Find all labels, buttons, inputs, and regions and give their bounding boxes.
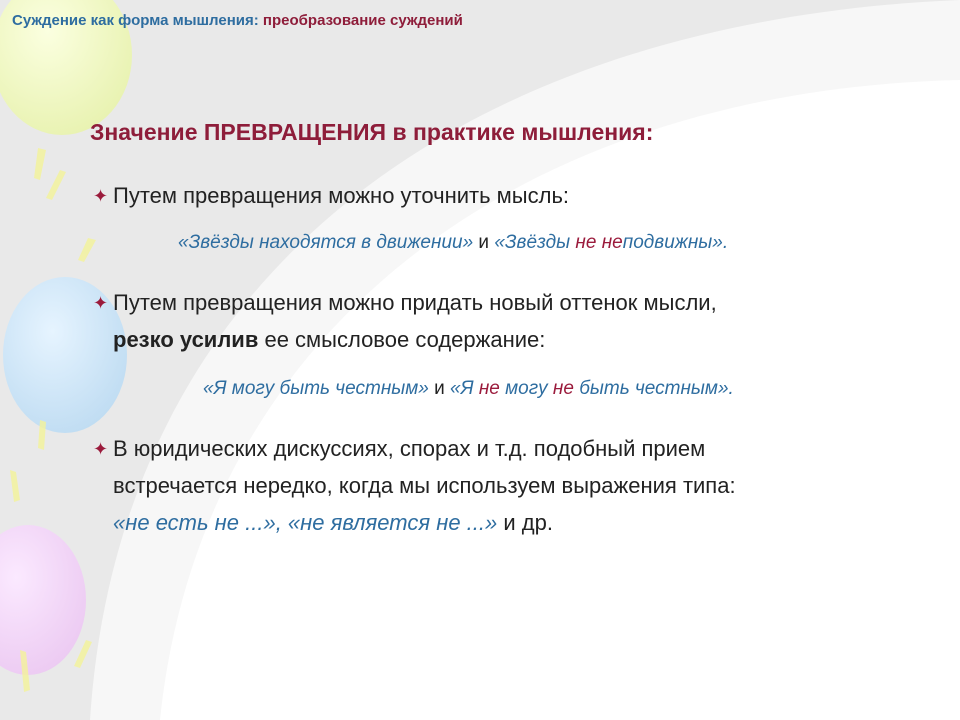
- example-2-quote-b-end: быть честным».: [573, 378, 734, 399]
- slide-title: Значение ПРЕВРАЩЕНИЯ в практике мышления:: [90, 119, 654, 145]
- star-bullet-icon: ✦: [93, 439, 109, 459]
- bullet-2-line-2: ее смысловое содержание:: [258, 327, 546, 352]
- bullet-2-emphasis: резко усилив: [113, 327, 259, 352]
- star-bullet-icon: ✦: [93, 186, 109, 206]
- slide-header: [12, 12, 463, 29]
- bullet-3-quote: «не есть не ...», «не является не ...»: [113, 510, 498, 535]
- bullet-2: [93, 284, 913, 358]
- example-1-quote-b-start: «Звёзды: [494, 232, 576, 253]
- star-bullet-icon: ✦: [93, 293, 109, 313]
- example-1-quote-a: «Звёзды находятся в движении»: [178, 232, 474, 253]
- bullet-1: [93, 177, 913, 214]
- example-1-quote-b-end: подвижны».: [622, 232, 729, 253]
- example-1-negation-1: не: [575, 232, 597, 253]
- example-2-and: и: [428, 378, 451, 399]
- example-1-and: и: [473, 232, 495, 253]
- example-2: [203, 378, 734, 400]
- bullet-2-line-1: Путем превращения можно придать новый оттенок мысли,: [113, 290, 717, 315]
- bullet-3-line-2: встречается нередко, когда мы используем выражения типа:: [113, 473, 736, 498]
- example-1: [178, 232, 728, 254]
- bullet-1-text: Путем превращения можно уточнить мысль:: [113, 183, 570, 208]
- example-2-quote-b-mid: могу: [499, 378, 553, 399]
- example-1-negation-2: не: [601, 232, 623, 253]
- example-2-negation-1: не: [478, 378, 500, 399]
- bullet-3-tail: и др.: [497, 510, 553, 535]
- bullet-3-line-1: В юридических дискуссиях, спорах и т.д. подобный прием: [113, 436, 706, 461]
- example-2-negation-2: не: [552, 378, 574, 399]
- bullet-3: [93, 430, 913, 541]
- header-topic: Суждение как форма мышления:: [12, 12, 263, 29]
- header-subtopic: преобразование суждений: [262, 12, 463, 29]
- example-2-quote-b-start: «Я: [450, 378, 479, 399]
- example-2-quote-a: «Я могу быть честным»: [203, 378, 429, 399]
